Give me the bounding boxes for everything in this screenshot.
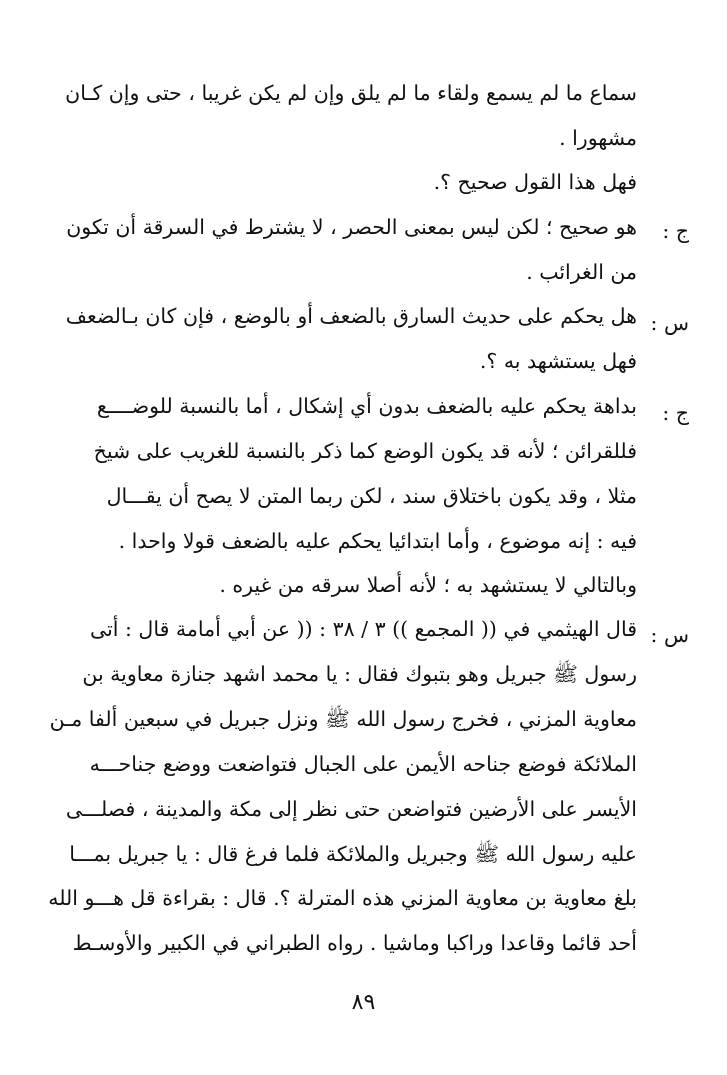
text-line: رسول ﷺ جبريل وهو بتبوك فقال : يا محمد اشهد جنازة معاوية بن xyxy=(82,662,637,686)
text-line: بلغ معاوية بن معاوية المزني هذه المترلة ؟. قال : بقراءة قل هـــو الله xyxy=(48,886,637,910)
text-line: فهل يستشهد به ؟. xyxy=(479,349,637,373)
text-line: هو صحيح ؛ لكن ليس بمعنى الحصر ، لا يشترط في السرقة أن تكون xyxy=(66,215,637,239)
page-number: ٨٩ xyxy=(351,990,376,1015)
text-line: قال الهيثمي في (( المجمع )) ٣ / ٣٨ : (( عن أبي أمامة قال : أتى xyxy=(90,617,637,641)
text-line: عليه رسول الله ﷺ وجبريل والملائكة فلما فرغ قال : يا جبريل بمـــا xyxy=(69,842,637,866)
text-line: أحد قائما وقاعدا وراكبا وماشيا . رواه الطبراني في الكبير والأوسـط xyxy=(72,931,637,955)
text-line: مشهورا . xyxy=(559,126,637,150)
text-line: مثلا ، وقد يكون باختلاق سند ، لكن ربما المتن لا يصح أن يقـــال xyxy=(106,484,637,508)
text-line: من الغرائب . xyxy=(526,260,637,284)
text-line: فللقرائن ؛ لأنه قد يكون الوضع كما ذكر بالنسبة للغريب على شيخ xyxy=(93,439,637,463)
answer-label: ج : xyxy=(662,401,689,425)
text-line: فهل هذا القول صحيح ؟. xyxy=(433,170,637,194)
text-line: فيه : إنه موضوع ، وأما ابتدائيا يحكم عليه بالضعف قولا واحدا . xyxy=(118,529,637,553)
question-label: س : xyxy=(650,623,689,647)
answer-label: ج : xyxy=(662,219,689,243)
text-line: الملائكة فوضع جناحه الأيمن على الجبال فتواضعت ووضع جناحـــه xyxy=(89,752,637,776)
text-line: وبالتالي لا يستشهد به ؛ لأنه أصلا سرقه من غيره . xyxy=(219,573,637,597)
text-line: معاوية المزني ، فخرج رسول الله ﷺ ونزل جبريل في سبعين ألفا مـن xyxy=(49,707,637,731)
text-line: هل يحكم على حديث السارق بالضعف أو بالوضع ، فإن كان بـالضعف xyxy=(65,304,637,328)
text-line: بداهة يحكم عليه بالضعف بدون أي إشكال ، أما بالنسبة للوضــــع xyxy=(96,394,637,418)
text-line: الأيسر على الأرضين فتواضعن حتى نظر إلى مكة والمدينة ، فصلـــى xyxy=(65,797,637,821)
question-label: س : xyxy=(650,311,689,335)
text-line: سماع ما لم يسمع ولقاء ما لم يلق وإن لم يكن غريبا ، حتى وإن كـان xyxy=(65,81,637,105)
